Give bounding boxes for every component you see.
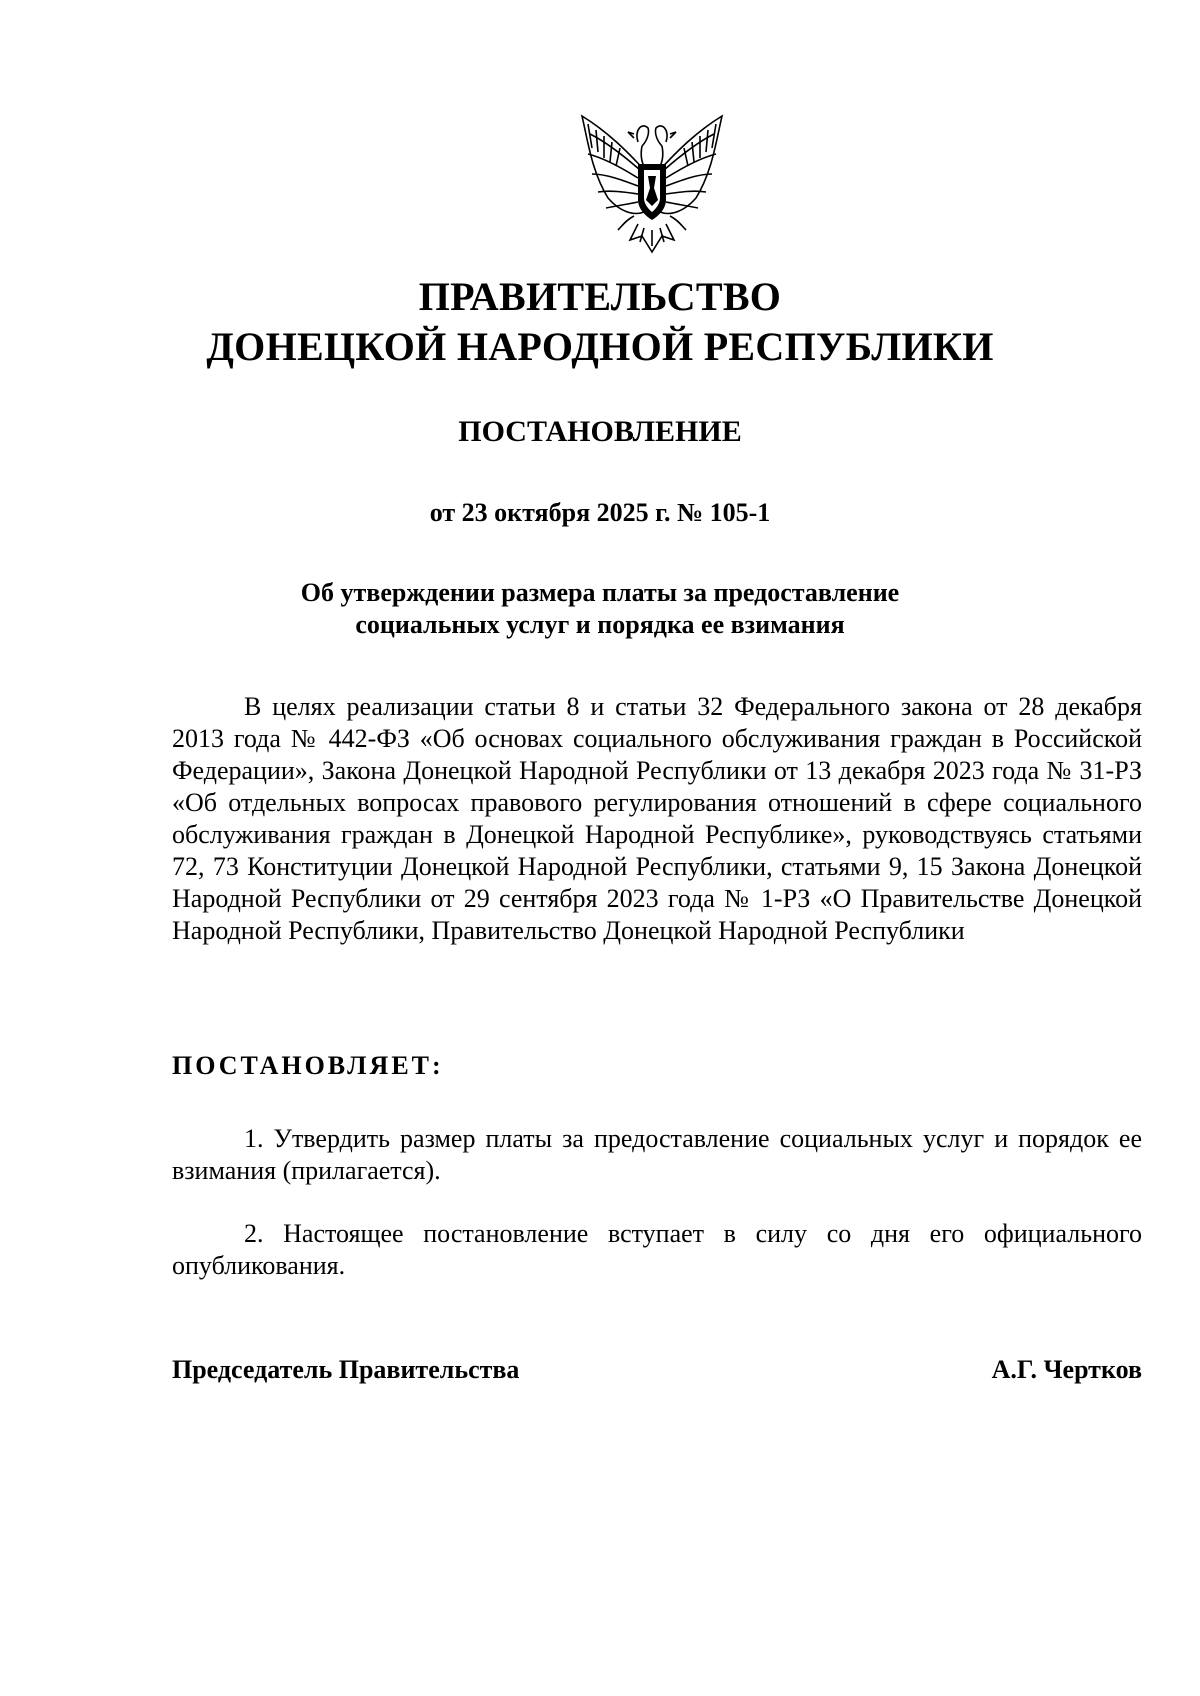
organization-title-line-2: ДОНЕЦКОЙ НАРОДНОЙ РЕСПУБЛИКИ [206,324,994,369]
decree-heading: ПОСТАНОВЛЯЕТ: [172,1051,444,1080]
decree-item-2: 2. Настоящее постановление вступает в силу со дня его официального опубликования. [172,1219,1142,1280]
preamble-paragraph: В целях реализации статьи 8 и статьи 32 Федерального закона от 28 декабря 2013 года № 442-ФЗ «Об основах социального обслуживания граждан в Российской Федерации», Закона Донецкой Народной Республики от 13 декабря 2023 года № 31-РЗ «Об отдельных вопросах правового регулирования отношений в сфере социального обслуживания граждан в Донецкой Народной Республике», руководствуясь статьями 72, 73 Конституции Донецкой Народной Республики, статьями 9, 15 Закона Донецкой Народной Республики от 29 сентября 2023 года № 1-РЗ «О Правительстве Донецкой Народной Республики, Правительство Донецкой Народной Республики [172,692,1142,945]
organization-title [0,272,1200,372]
document-date-number: от 23 октября 2025 г. № 105-1 [429,498,771,527]
decree-item-1: 1. Утвердить размер платы за предоставление социальных услуг и порядок ее взимания (прилагается). [172,1124,1142,1185]
signatory-name: А.Г. Чертков [991,1355,1142,1384]
signatory-position: Председатель Правительства [172,1355,520,1384]
document-subject-line-2: социальных услуг и порядка ее взимания [355,610,845,639]
document-type: ПОСТАНОВЛЕНИЕ [458,415,742,448]
organization-title-line-1: ПРАВИТЕЛЬСТВО [418,274,782,319]
document-subject-line-1: Об утверждении размера платы за предоставление [300,578,900,607]
coat-of-arms-emblem [568,112,736,258]
document-subject [0,577,1200,641]
